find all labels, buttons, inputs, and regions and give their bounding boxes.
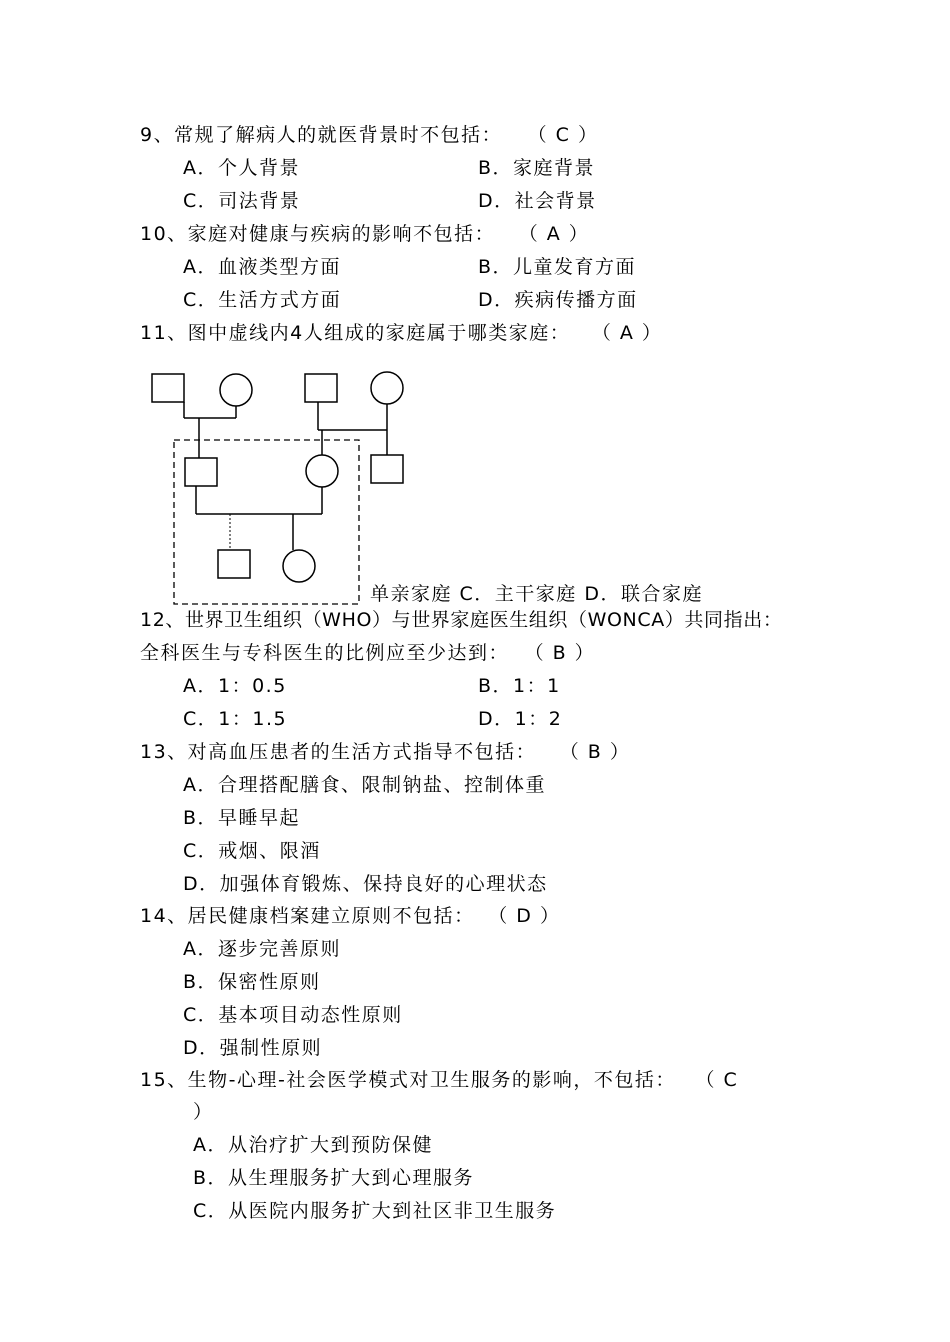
question-15-answer: （ C: [695, 1069, 739, 1091]
q10-option-c: C．生活方式方面: [183, 289, 342, 311]
question-9-text: 9、常规了解病人的就医背景时不包括：: [140, 124, 503, 146]
mother-circle: [306, 455, 338, 487]
grandfather-right-square: [305, 374, 337, 402]
question-13-text: 13、对高血压患者的生活方式指导不包括：: [140, 741, 537, 763]
grandfather-left-square: [152, 374, 184, 402]
q14-option-c: C．基本项目动态性原则: [183, 1004, 403, 1026]
child-son-square: [218, 550, 250, 578]
question-11-text: 11、图中虚线内4人组成的家庭属于哪类家庭：: [140, 322, 571, 344]
question-13-answer: （ B ）: [559, 741, 631, 763]
question-10-answer: （ A ）: [518, 223, 590, 245]
uncle-square: [371, 455, 403, 483]
q13-option-c: C．戒烟、限酒: [183, 840, 321, 862]
q14-option-b: B．保密性原则: [183, 971, 321, 993]
q9-option-a: A．个人背景: [183, 157, 300, 179]
q14-option-a: A．逐步完善原则: [183, 938, 341, 960]
question-14-text: 14、居民健康档案建立原则不包括：: [140, 905, 475, 927]
q13-option-d: D．加强体育锻炼、保持良好的心理状态: [183, 873, 548, 895]
child-daughter-circle: [283, 550, 315, 582]
q10-option-a: A．血液类型方面: [183, 256, 341, 278]
q12-option-c: C．1：1.5: [183, 708, 288, 730]
question-12-text: 全科医生与专科医生的比例应至少达到：: [140, 642, 510, 664]
q10-option-d: D．疾病传播方面: [478, 289, 638, 311]
grandmother-right-circle: [371, 372, 403, 404]
q10-option-b: B．儿童发育方面: [478, 256, 637, 278]
question-14-answer: （ D ）: [488, 905, 561, 927]
q9-option-c: C．司法背景: [183, 190, 301, 212]
q12-option-b: B．1：1: [478, 675, 561, 697]
q14-option-d: D．强制性原则: [183, 1037, 323, 1059]
question-15-answer-close: ）: [193, 1101, 214, 1123]
q15-option-c: C．从医院内服务扩大到社区非卫生服务: [193, 1200, 557, 1222]
q9-option-d: D．社会背景: [478, 190, 597, 212]
question-14: [140, 903, 560, 929]
question-12: [140, 640, 595, 666]
q12-option-a: A．1：0.5: [183, 675, 287, 697]
question-12-line1: 12、世界卫生组织（WHO）与世界家庭医生组织（WONCA）共同指出：: [140, 609, 783, 631]
question-15-text: 15、生物-心理-社会医学模式对卫生服务的影响，不包括：: [140, 1069, 676, 1091]
q15-option-b: B．从生理服务扩大到心理服务: [193, 1167, 475, 1189]
q13-option-b: B．早睡早起: [183, 807, 301, 829]
question-10-text: 10、家庭对健康与疾病的影响不包括：: [140, 223, 496, 245]
q11-options-tail: 单亲家庭 C．主干家庭 D．联合家庭: [370, 583, 703, 605]
q9-option-b: B．家庭背景: [478, 157, 596, 179]
grandmother-left-circle: [220, 374, 252, 406]
question-13: [140, 739, 630, 765]
question-12-answer: （ B ）: [524, 642, 596, 664]
father-square: [185, 458, 217, 486]
q12-option-d: D．1：2: [478, 708, 563, 730]
q15-option-a: A．从治疗扩大到预防保健: [193, 1134, 433, 1156]
question-15: [140, 1067, 738, 1093]
question-9-answer: （ C ）: [527, 124, 599, 146]
q13-option-a: A．合理搭配膳食、限制钠盐、控制体重: [183, 774, 546, 796]
question-11-answer: （ A ）: [591, 322, 663, 344]
